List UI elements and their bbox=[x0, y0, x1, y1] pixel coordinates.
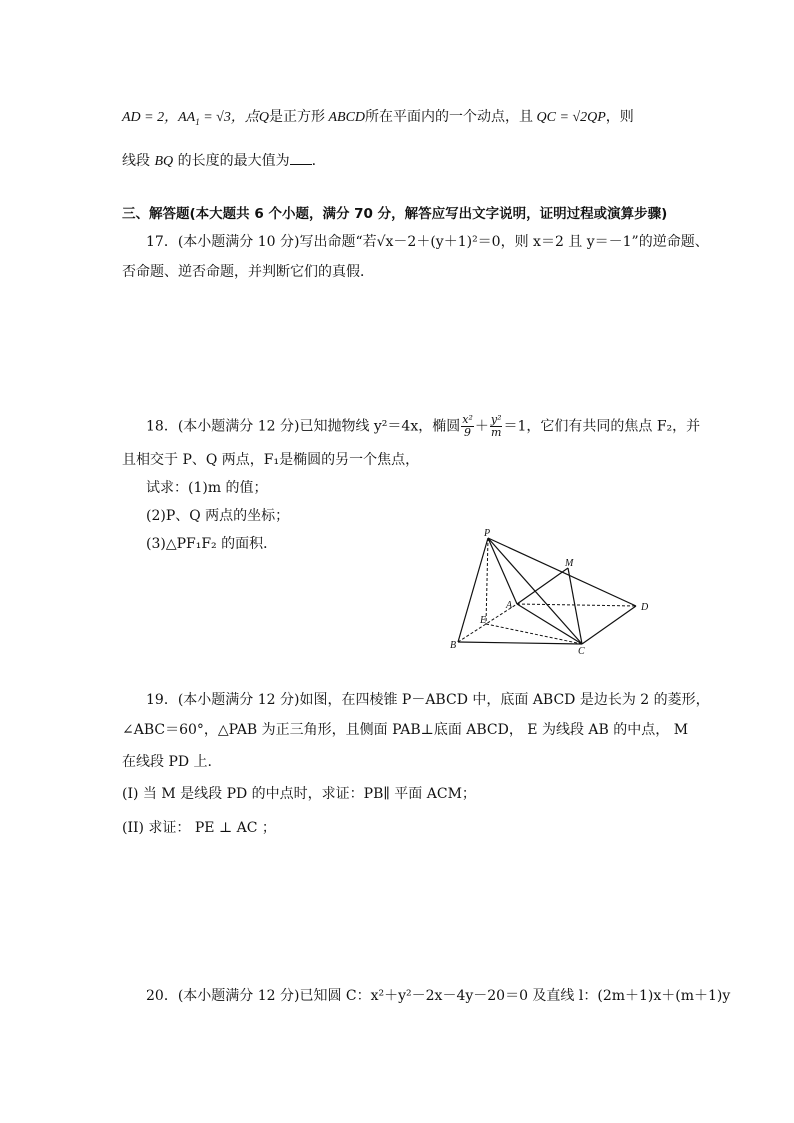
q17-line-2: 否命题、逆否命题，并判断它们的真假． bbox=[122, 264, 374, 280]
q18-frac-y-num: y² bbox=[490, 413, 502, 426]
q18-plus: ＋ bbox=[474, 418, 489, 435]
q16-rest: 所在平面内的一个动点，且 bbox=[365, 110, 534, 125]
q18-frac-x-den: 9 bbox=[464, 426, 472, 439]
q17-line-1: 17．(本小题满分 10 分)写出命题“若√x－2＋(y＋1)²＝0，则 x＝2 且 y＝－1”的逆命题、 bbox=[146, 234, 709, 250]
q18-frac-y-den: m bbox=[490, 426, 502, 439]
q16-line2-post: 的长度的最大值为 bbox=[177, 153, 290, 169]
label-E: E bbox=[480, 615, 487, 626]
q16-line-2 bbox=[122, 150, 316, 172]
edge-MC bbox=[568, 568, 582, 644]
q16-q: Q bbox=[258, 110, 269, 125]
edge-PB bbox=[458, 538, 488, 642]
q18-line1-a: 18．(本小题满分 12 分)已知抛物线 y²＝4x，椭圆 bbox=[146, 418, 461, 435]
section-3-title: 三、解答题(本大题共 6 个小题，满分 70 分，解答应写出文字说明，证明过程或演算步骤) bbox=[122, 206, 668, 222]
q19-line-5: (II) 求证： PE ⊥ AC ； bbox=[122, 820, 276, 836]
q16-qc: QC = √2QP bbox=[536, 110, 606, 125]
q18-line-3: 试求：(1)m 的值； bbox=[146, 480, 268, 496]
edge-CD bbox=[582, 606, 636, 644]
q18-frac-y bbox=[490, 414, 503, 439]
q16-end: ，则 bbox=[605, 110, 634, 125]
label-A: A bbox=[506, 600, 513, 611]
pyramid-solid-edges bbox=[458, 538, 636, 644]
q18-line-4: (2)P、Q 两点的坐标； bbox=[146, 508, 290, 524]
q16-bq: BQ bbox=[154, 154, 174, 169]
edge-PA bbox=[488, 538, 517, 604]
q19-line-3: 在线段 PD 上. bbox=[122, 754, 212, 770]
pyramid-figure bbox=[440, 526, 660, 656]
label-C: C bbox=[578, 646, 585, 656]
q19-line-1: 19．(本小题满分 12 分)如图，在四棱锥 P－ABCD 中，底面 ABCD 是边长为 2 的菱形， bbox=[146, 692, 710, 708]
q18-frac-x bbox=[461, 414, 474, 439]
q18-line-5: (3)△PF₁F₂ 的面积． bbox=[146, 536, 278, 552]
pyramid-hidden-edges bbox=[458, 538, 636, 644]
q18-frac-x-num: x² bbox=[462, 413, 473, 426]
q18-line1-b: ＝1，它们有共同的焦点 F₂，并 bbox=[503, 418, 701, 435]
q16-line2-end: . bbox=[311, 153, 317, 169]
q18-line-1 bbox=[146, 414, 700, 439]
label-M: M bbox=[565, 558, 574, 569]
edge-AD bbox=[517, 604, 636, 606]
q19-line-2: ∠ABC＝60°，△PAB 为正三角形，且侧面 PAB⊥底面 ABCD， E 为线段 AB 的中点， M bbox=[122, 722, 689, 738]
q16-ad: AD = 2，AA bbox=[122, 110, 196, 125]
q16-abcd: ABCD bbox=[328, 110, 366, 125]
label-B: B bbox=[450, 640, 457, 651]
q16-mid: 是正方形 bbox=[268, 110, 325, 125]
answer-blank bbox=[290, 150, 312, 165]
q19-line-4: (I) 当 M 是线段 PD 的中点时，求证：PB∥ 平面 ACM； bbox=[122, 786, 476, 802]
q20-line-1: 20．(本小题满分 12 分)已知圆 C：x²＋y²－2x－4y－20＝0 及直线 l：(2m＋1)x＋(m＋1)y bbox=[146, 988, 731, 1004]
edge-PE bbox=[486, 538, 488, 624]
q16-ad-sub: 1 bbox=[195, 116, 200, 127]
edge-AC bbox=[517, 604, 582, 644]
label-D: D bbox=[641, 602, 649, 613]
q18-line-2: 且相交于 P、Q 两点，F₁是椭圆的另一个焦点， bbox=[122, 452, 420, 468]
q16-line-1 bbox=[122, 108, 634, 132]
label-P: P bbox=[484, 528, 491, 539]
q16-line2-pre: 线段 bbox=[122, 153, 150, 169]
edge-BC bbox=[458, 642, 582, 644]
q16-aa-eq: = √3，点 bbox=[199, 110, 259, 125]
